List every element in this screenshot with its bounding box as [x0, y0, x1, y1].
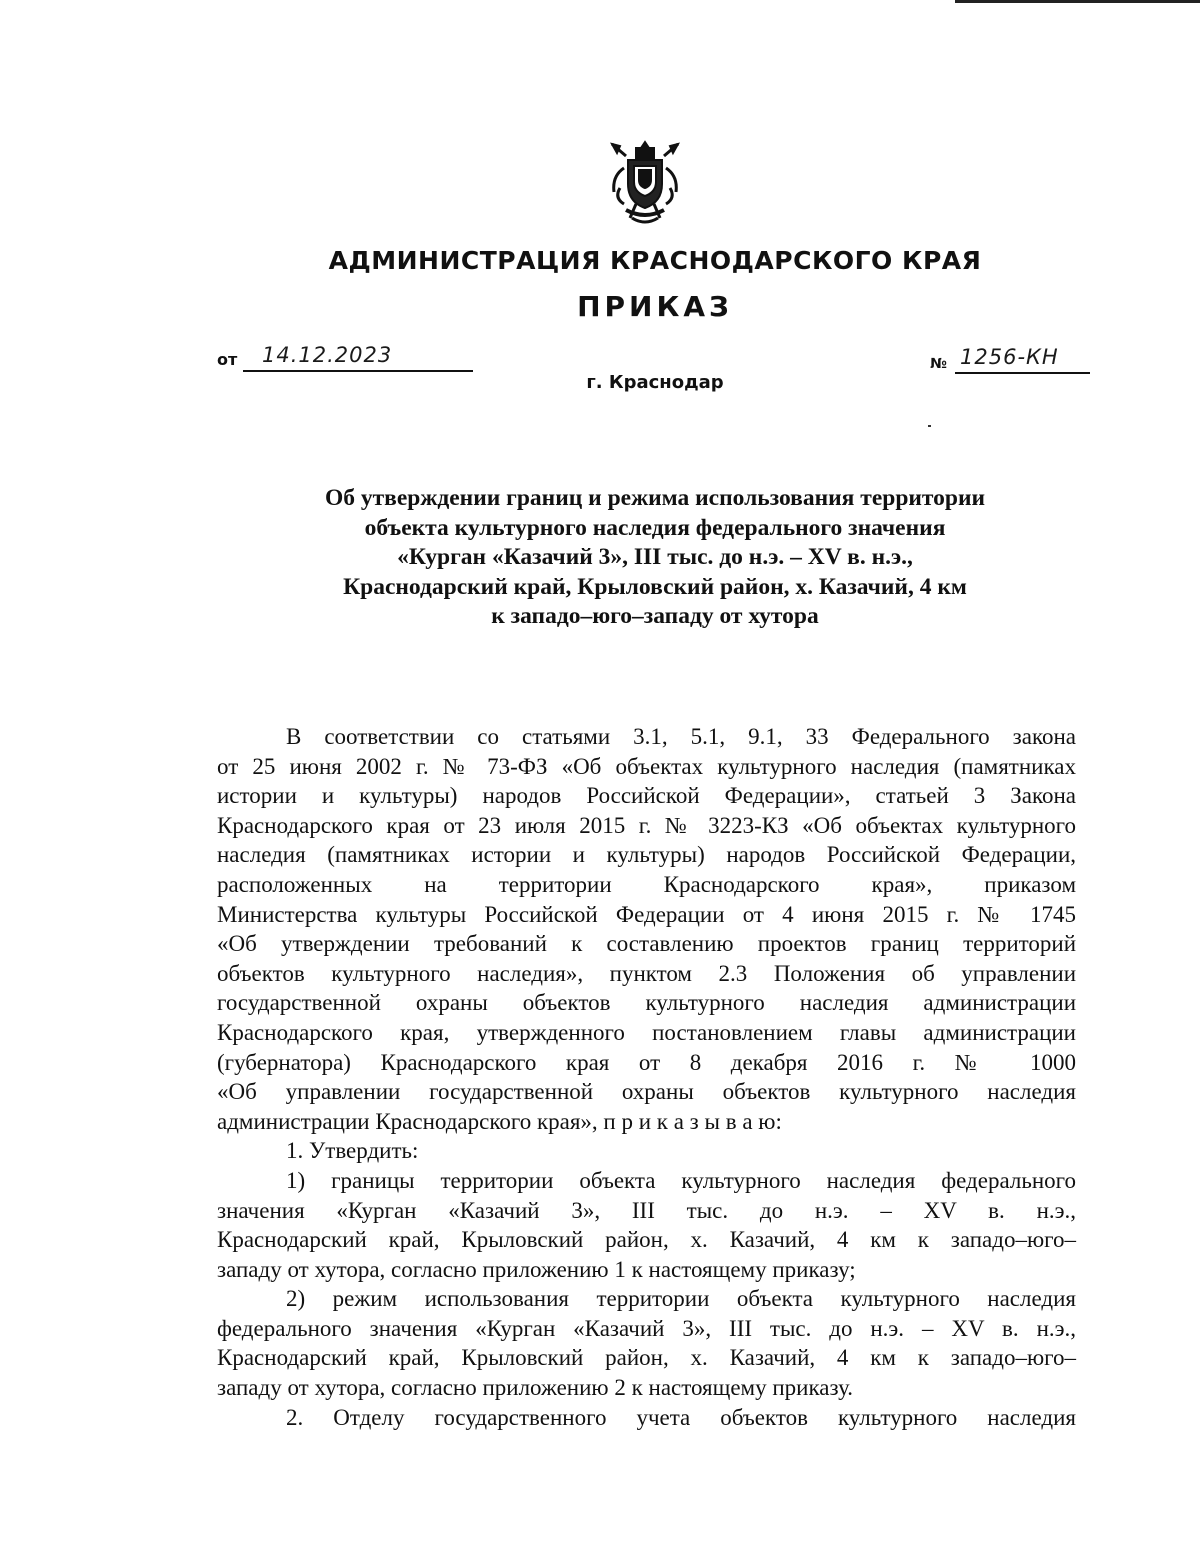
body-line: объектов культурного наследия», пунктом 2.3 Положения об управлении	[217, 960, 1076, 986]
document-type: ПРИКАЗ	[577, 290, 733, 323]
body-line: (губернатора) Краснодарского края от 8 декабря 2016 г. № 1000	[217, 1049, 1076, 1075]
body-line: Краснодарский край, Крыловский район, х. Казачий, 4 км к западо–юго–	[217, 1345, 1076, 1371]
date-value: 14.12.2023	[262, 343, 393, 367]
body-line: от 25 июня 2002 г. № 73-ФЗ «Об объектах культурного наследия (памятниках	[217, 753, 1076, 779]
document-body	[217, 722, 1076, 1432]
title-line: «Курган «Казачий 3», III тыс. до н.э. – XV в. н.э.,	[397, 544, 913, 570]
title-line: к западо–юго–западу от хутора	[491, 603, 819, 629]
body-line: администрации Краснодарского края», п р и к а з ы в а ю:	[217, 1108, 782, 1134]
body-line: «Об утверждении требований к составлению проектов границ территорий	[217, 931, 1076, 957]
body-line: западу от хутора, согласно приложению 2 к настоящему приказу.	[217, 1375, 854, 1401]
scan-speck	[928, 425, 931, 427]
body-line: федерального значения «Курган «Казачий 3», III тыс. до н.э. – XV в. н.э.,	[217, 1315, 1076, 1341]
body-line: наследия (памятниках истории и культуры) народов Российской Федерации,	[217, 842, 1076, 868]
body-line: 1. Утвердить:	[286, 1138, 419, 1164]
body-line: В соответствии со статьями 3.1, 5.1, 9.1, 33 Федерального закона	[286, 724, 1076, 749]
document-title	[240, 484, 1070, 632]
title-line: Краснодарский край, Крыловский район, х. Казачий, 4 км	[343, 573, 967, 600]
body-line: Краснодарский край, Крыловский район, х. Казачий, 4 км к западо–юго–	[217, 1227, 1076, 1253]
body-line: Краснодарского края, утвержденного постановлением главы администрации	[217, 1019, 1076, 1045]
scan-edge-mark	[955, 0, 1200, 3]
city: г. Краснодар	[586, 372, 724, 393]
number-prefix: №	[930, 356, 947, 372]
date-prefix: от	[217, 350, 238, 369]
title-line: объекта культурного наследия федерального значения	[364, 514, 946, 541]
body-line: Краснодарского края от 23 июля 2015 г. № 3223-КЗ «Об объектах культурного	[217, 812, 1076, 838]
title-line: Об утверждении границ и режима использования территории	[324, 485, 986, 511]
body-line: значения «Курган «Казачий 3», III тыс. до н.э. – XV в. н.э.,	[217, 1197, 1076, 1223]
number-value: 1256-КН	[960, 345, 1059, 369]
body-line: государственной охраны объектов культурного наследия администрации	[217, 990, 1076, 1016]
coat-of-arms-icon	[606, 138, 684, 226]
body-line: западу от хутора, согласно приложению 1 к настоящему приказу;	[217, 1256, 856, 1282]
organization-name: АДМИНИСТРАЦИЯ КРАСНОДАРСКОГО КРАЯ	[328, 246, 982, 275]
body-line: 2. Отделу государственного учета объектов культурного наследия	[286, 1404, 1076, 1430]
body-line: «Об управлении государственной охраны объектов культурного наследия	[217, 1079, 1076, 1105]
body-line: 2) режим использования территории объекта культурного наследия	[286, 1286, 1076, 1312]
body-line: 1) границы территории объекта культурного наследия федерального	[286, 1167, 1076, 1193]
body-line: истории и культуры) народов Российской Федерации», статьей 3 Закона	[217, 783, 1076, 809]
body-line: Министерства культуры Российской Федерации от 4 июня 2015 г. № 1745	[217, 901, 1076, 927]
body-line: расположенных на территории Краснодарского края», приказом	[217, 871, 1076, 897]
